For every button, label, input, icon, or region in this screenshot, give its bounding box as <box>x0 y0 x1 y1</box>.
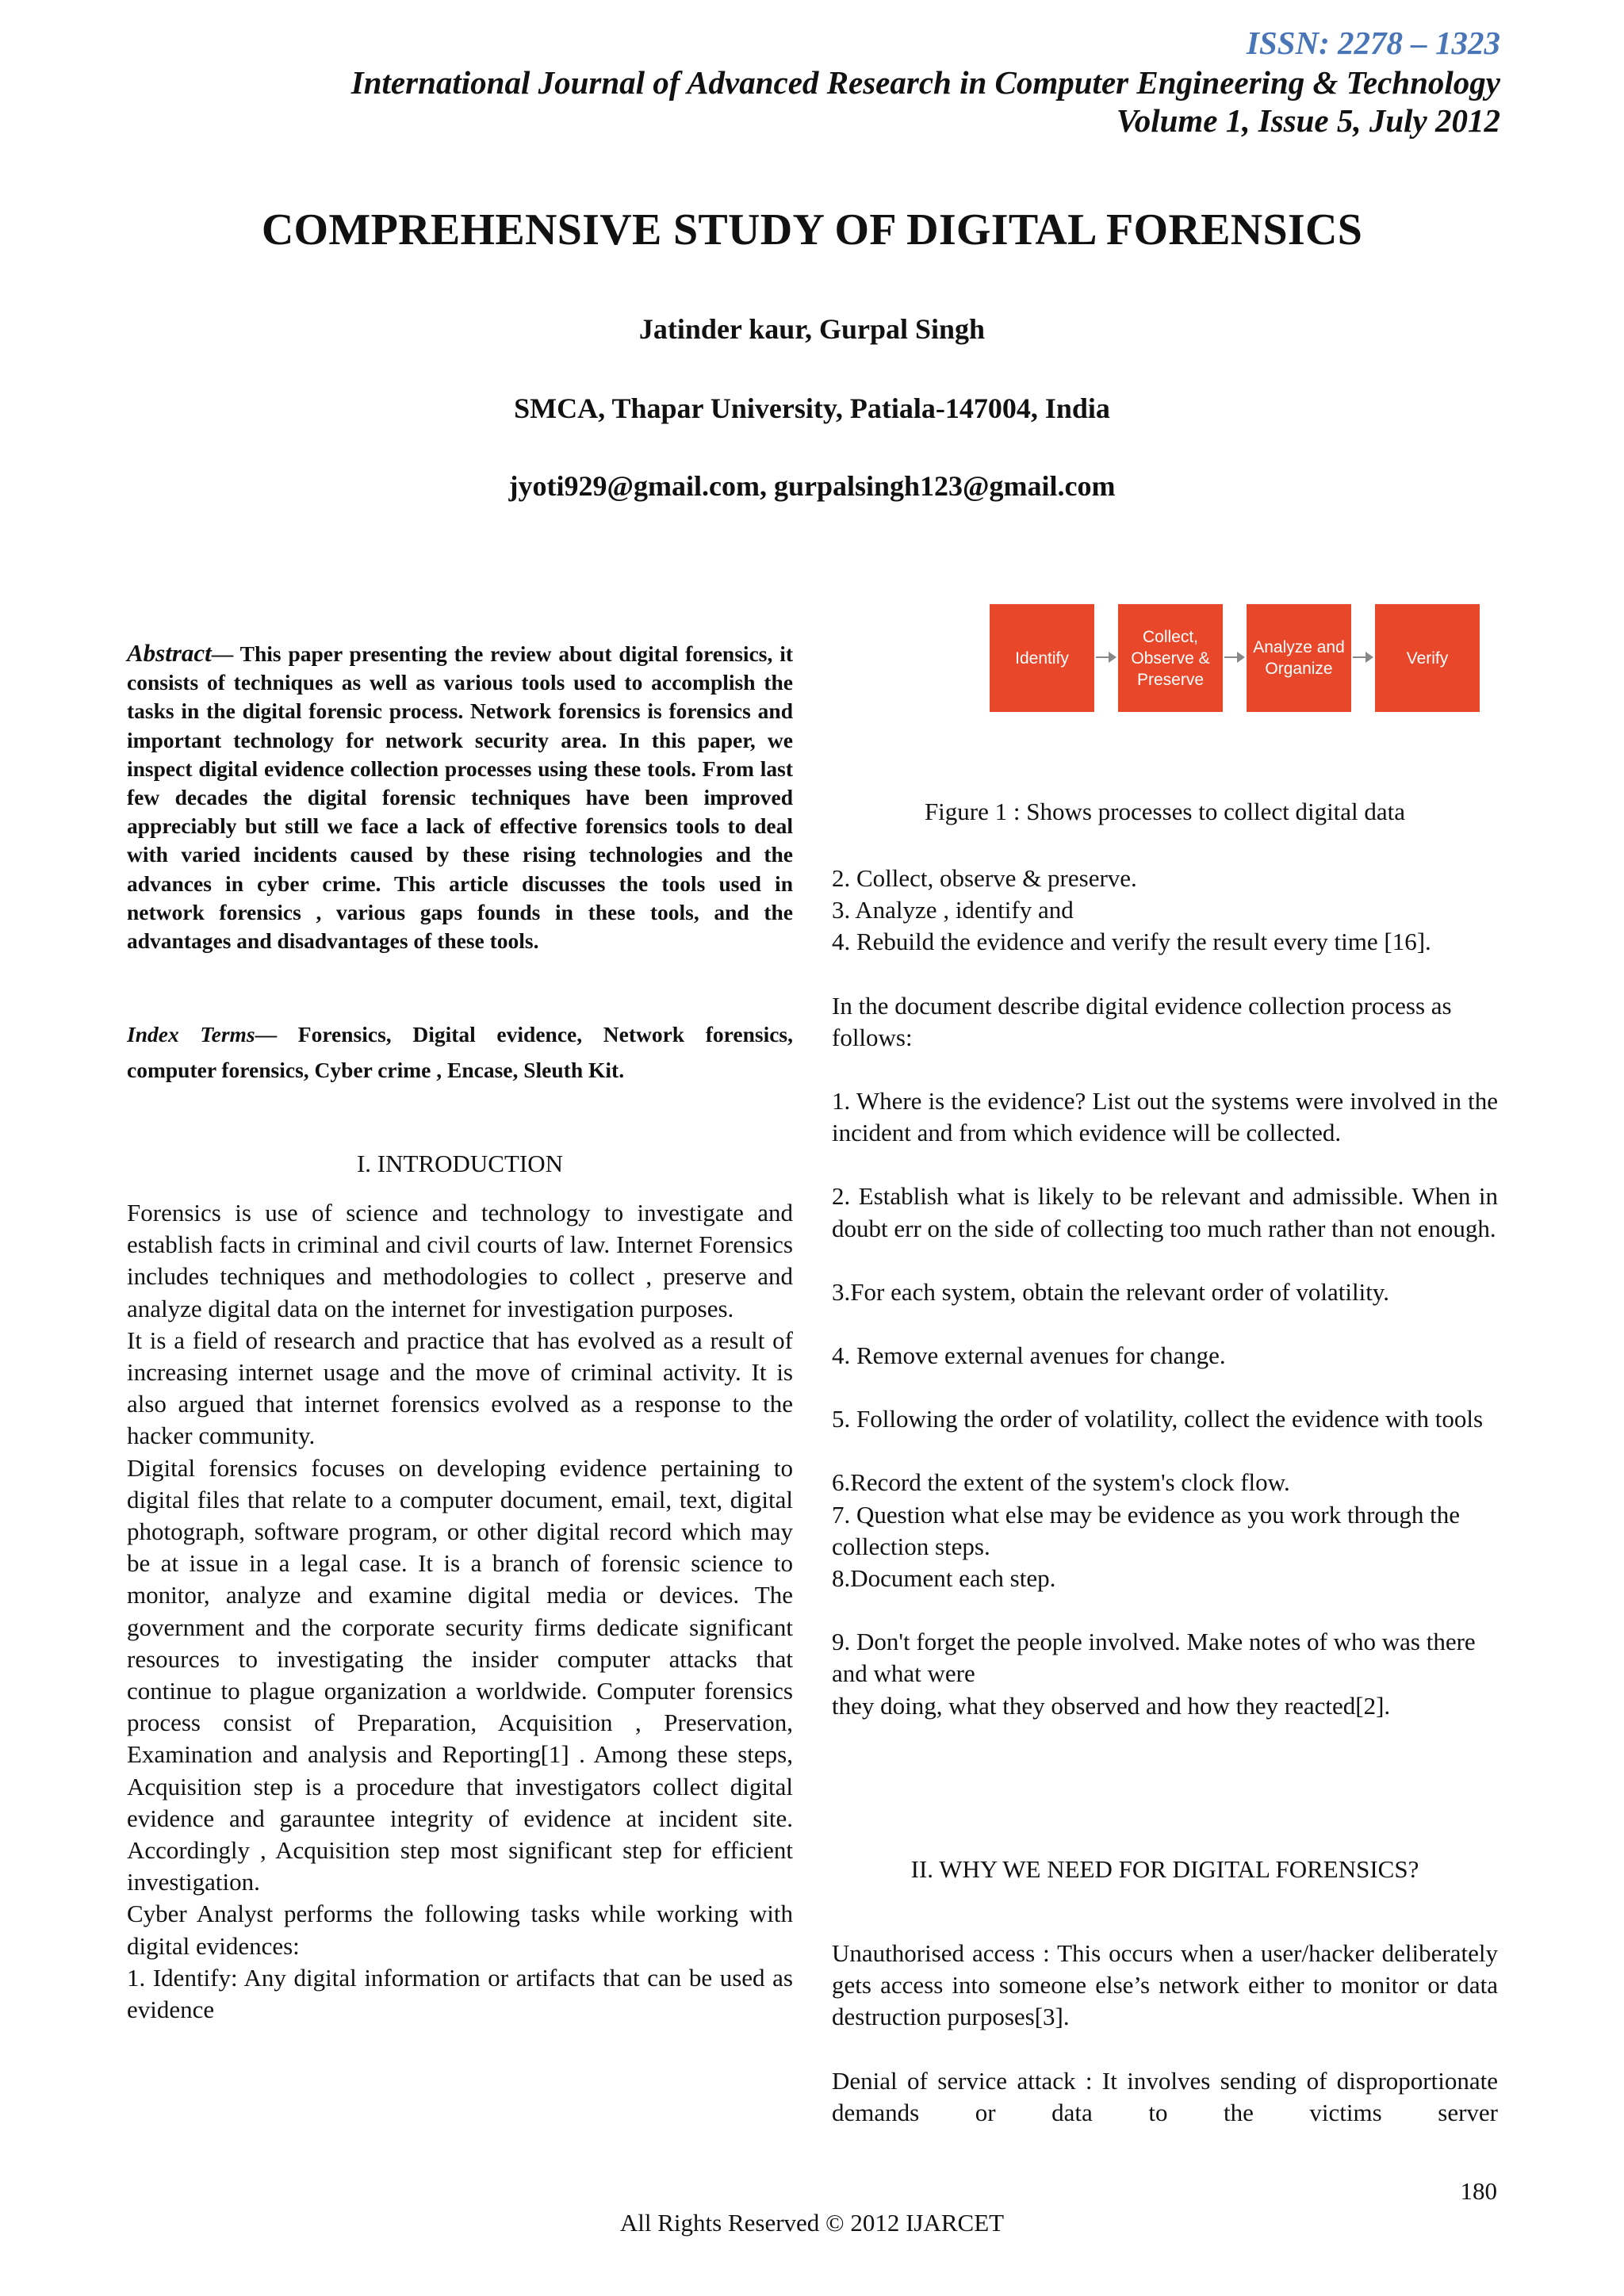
paragraph: Denial of service attack : It involves sending of disproportionate demands or data to the victims server <box>832 2066 1498 2126</box>
list-item: they doing, what they observed and how they reacted[2]. <box>832 1691 1391 1720</box>
list-item: 3. Analyze , identify and <box>832 896 1074 924</box>
paragraph: 1. Identify: Any digital information or artifacts that can be used as evidence <box>127 1963 793 2024</box>
list-item: 9. Don't forget the people involved. Make notes of who was there and what were <box>832 1628 1476 1688</box>
right-column-body <box>832 863 1498 1722</box>
list-item: 4. Rebuild the evidence and verify the result every time [16]. <box>832 928 1431 956</box>
abstract <box>127 639 793 955</box>
issn-label: ISSN: 2278 – 1323 <box>1246 25 1500 61</box>
list-item: 7. Question what else may be evidence as you work through the collection steps. <box>832 1500 1461 1560</box>
process-diagram <box>990 604 1481 717</box>
page-number: 180 <box>1460 2177 1497 2205</box>
authors: Jatinder kaur, Gurpal Singh <box>638 313 986 345</box>
volume-info: Volume 1, Issue 5, July 2012 <box>1116 102 1500 139</box>
paragraph: Digital forensics focuses on developing evidence pertaining to digital files that relate to a computer document, email, text, digital photograph, software program, or other digital record which may be at issue in a legal case. It is a branch of forensic science to monitor, analyze and examine digital media or devices. The government and the corporate security firms dedicate significant resources to investigating the insider computer attacks that continue to plague organization a worldwide. Computer forensics process consist of Preparation, Acquisition , Preservation, Examination and analysis and Reporting[1] . Among these steps, Acquisition step is a procedure that investigators collect digital evidence and garauntee integrity of evidence at incident site. Accordingly , Acquisition step most significant step for efficient investigation. <box>127 1453 793 1896</box>
affiliation: SMCA, Thapar University, Patiala-147004, India <box>514 392 1110 424</box>
list-item: 2. Collect, observe & preserve. <box>832 864 1137 892</box>
list-item: 1. Where is the evidence? List out the systems were involved in the incident and from which evidence will be collected. <box>832 1087 1498 1147</box>
footer-copyright: All Rights Reserved © 2012 IJARCET <box>619 2209 1005 2237</box>
paragraph: Cyber Analyst performs the following tasks while working with digital evidences: <box>127 1900 793 1960</box>
section2-body <box>832 1938 1498 2129</box>
list-item: 6.Record the extent of the system's clock flow. <box>832 1468 1290 1497</box>
process-box-verify: Verify <box>1375 604 1480 712</box>
process-box-identify: Identify <box>990 604 1094 712</box>
list-item: 4. Remove external avenues for change. <box>832 1341 1226 1370</box>
index-terms-text: Forensics, Digital evidence, Network forensics, computer forensics, Cyber crime , Encase, Sleuth Kit. <box>127 1022 793 1082</box>
paragraph: Unauthorised access : This occurs when a user/hacker deliberately gets access into someone else’s network either to monitor or data destruction purposes[3]. <box>832 1939 1498 2031</box>
abstract-label: Abstract <box>127 639 212 667</box>
index-terms-dash: — <box>255 1022 278 1047</box>
paragraph: In the document describe digital evidence collection process as follows: <box>832 991 1452 1051</box>
list-item: 8.Document each step. <box>832 1564 1056 1593</box>
process-box-collect: Collect, Observe & Preserve <box>1118 604 1223 712</box>
arrow-icon <box>1353 656 1372 658</box>
paragraph: Forensics is use of science and technology to investigate and establish facts in criminal and civil courts of law. Internet Forensics includes techniques and methodologies to collect , preserve and analyze digital data on the internet for investigation purposes. <box>127 1199 793 1322</box>
journal-name: International Journal of Advanced Research in Computer Engineering & Technology <box>350 64 1500 101</box>
abstract-text: This paper presenting the review about digital forensics, it consists of techniques as well as various tools used to accomplish the tasks in the digital forensic process. Network forensics is forensics and important technology for network security area. In this paper, we inspect digital evidence collection processes using these tools. From last few decades the digital forensic techniques have been improved appreciably but still we face a lack of effective forensics tools to deal with varied incidents caused by these rising technologies and the advances in cyber crime. This article discusses the tools used in network forensics , various gaps founds in these tools, and the advantages and disadvantages of these tools. <box>127 641 793 954</box>
paper-title: COMPREHENSIVE STUDY OF DIGITAL FORENSICS <box>261 205 1363 254</box>
section-heading-introduction: I. INTRODUCTION <box>356 1150 564 1177</box>
arrow-icon <box>1096 656 1115 658</box>
index-terms <box>127 1016 793 1088</box>
list-item: 2. Establish what is likely to be relevant and admissible. When in doubt err on the side of collecting too much rather than not enough. <box>832 1182 1498 1242</box>
process-box-analyze: Analyze and Organize <box>1247 604 1351 712</box>
author-emails: jyoti929@gmail.com, gurpalsingh123@gmail.com <box>508 470 1116 502</box>
introduction-body <box>127 1197 793 2026</box>
index-terms-label: Index Terms <box>127 1022 255 1047</box>
arrow-icon <box>1224 656 1243 658</box>
abstract-dash: — <box>211 641 234 666</box>
list-item: 3.For each system, obtain the relevant order of volatility. <box>832 1277 1390 1306</box>
figure-caption: Figure 1 : Shows processes to collect digital data <box>924 798 1406 825</box>
list-item: 5. Following the order of volatility, collect the evidence with tools <box>832 1405 1484 1433</box>
section-heading-why: II. WHY WE NEED FOR DIGITAL FORENSICS? <box>910 1855 1419 1883</box>
paragraph: It is a field of research and practice that has evolved as a result of increasing internet usage and the move of criminal activity. It is also argued that internet forensics evolved as a response to the hacker community. <box>127 1326 793 1450</box>
